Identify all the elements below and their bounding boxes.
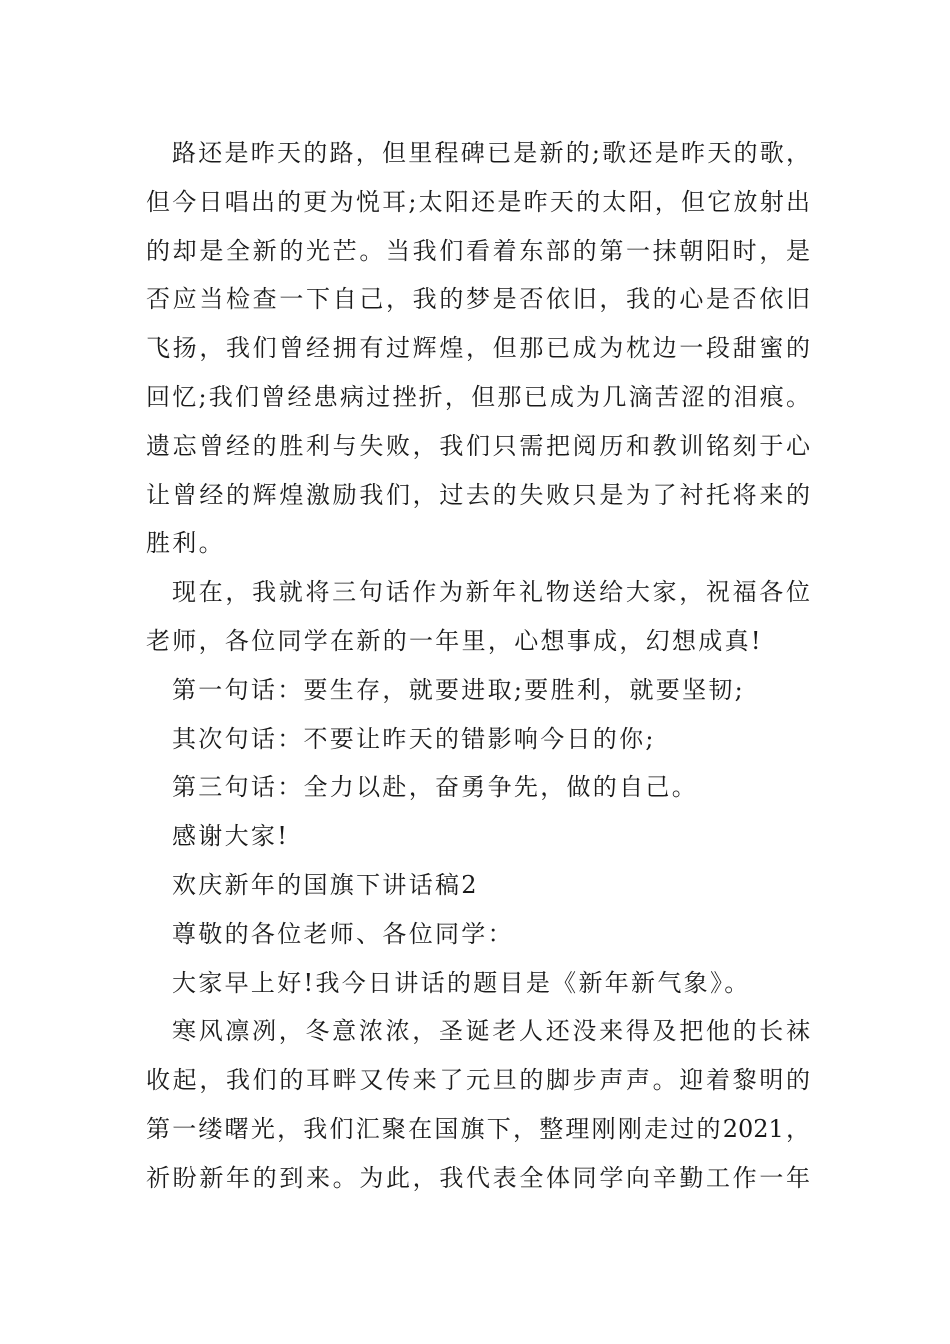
salutation-line: 尊敬的各位老师、各位同学：	[172, 919, 514, 948]
paragraph-line: 胜利。	[146, 529, 225, 558]
paragraph-line: 收起，我们的耳畔又传来了元旦的脚步声声。迎着黎明的	[146, 1066, 810, 1095]
paragraph-line: 其次句话：不要让昨天的错影响今日的你;	[172, 724, 656, 753]
paragraph-line: 遗忘曾经的胜利与失败，我们只需把阅历和教训铭刻于心	[146, 431, 810, 460]
paragraph-line: 路还是昨天的路，但里程碑已是新的;歌还是昨天的歌，	[172, 139, 810, 167]
paragraph-line: 大家早上好!我今日讲话的题目是《新年新气象》。	[172, 968, 751, 997]
section-title: 欢庆新年的国旗下讲话稿2	[172, 870, 479, 899]
document-body	[146, 129, 810, 1203]
paragraph-line: 否应当检查一下自己，我的梦是否依旧，我的心是否依旧	[146, 285, 810, 314]
paragraph-line: 感谢大家!	[172, 822, 290, 851]
paragraph-line: 现在，我就将三句话作为新年礼物送给大家，祝福各位	[172, 578, 810, 607]
paragraph-line: 让曾经的辉煌激励我们，过去的失败只是为了衬托将来的	[146, 480, 810, 509]
paragraph-line: 第一句话：要生存，就要进取;要胜利，就要坚韧;	[172, 675, 746, 704]
paragraph-line: 祈盼新年的到来。为此，我代表全体同学向辛勤工作一年	[146, 1163, 810, 1192]
paragraph-line: 老师，各位同学在新的一年里，心想事成，幻想成真!	[146, 626, 763, 655]
paragraph-line: 寒风凛冽，冬意浓浓，圣诞老人还没来得及把他的长袜	[172, 1017, 810, 1046]
paragraph-line: 的却是全新的光芒。当我们看着东部的第一抹朝阳时，是	[146, 236, 810, 265]
paragraph-line: 第三句话：全力以赴，奋勇争先，做的自己。	[172, 773, 698, 802]
paragraph-line: 但今日唱出的更为悦耳;太阳还是昨天的太阳，但它放射出	[146, 187, 810, 216]
paragraph-line: 回忆;我们曾经患病过挫折，但那已成为几滴苦涩的泪痕。	[146, 382, 810, 411]
paragraph-line: 第一缕曙光，我们汇聚在国旗下，整理刚刚走过的2021，	[146, 1114, 810, 1143]
paragraph-line: 飞扬，我们曾经拥有过辉煌，但那已成为枕边一段甜蜜的	[146, 334, 810, 363]
